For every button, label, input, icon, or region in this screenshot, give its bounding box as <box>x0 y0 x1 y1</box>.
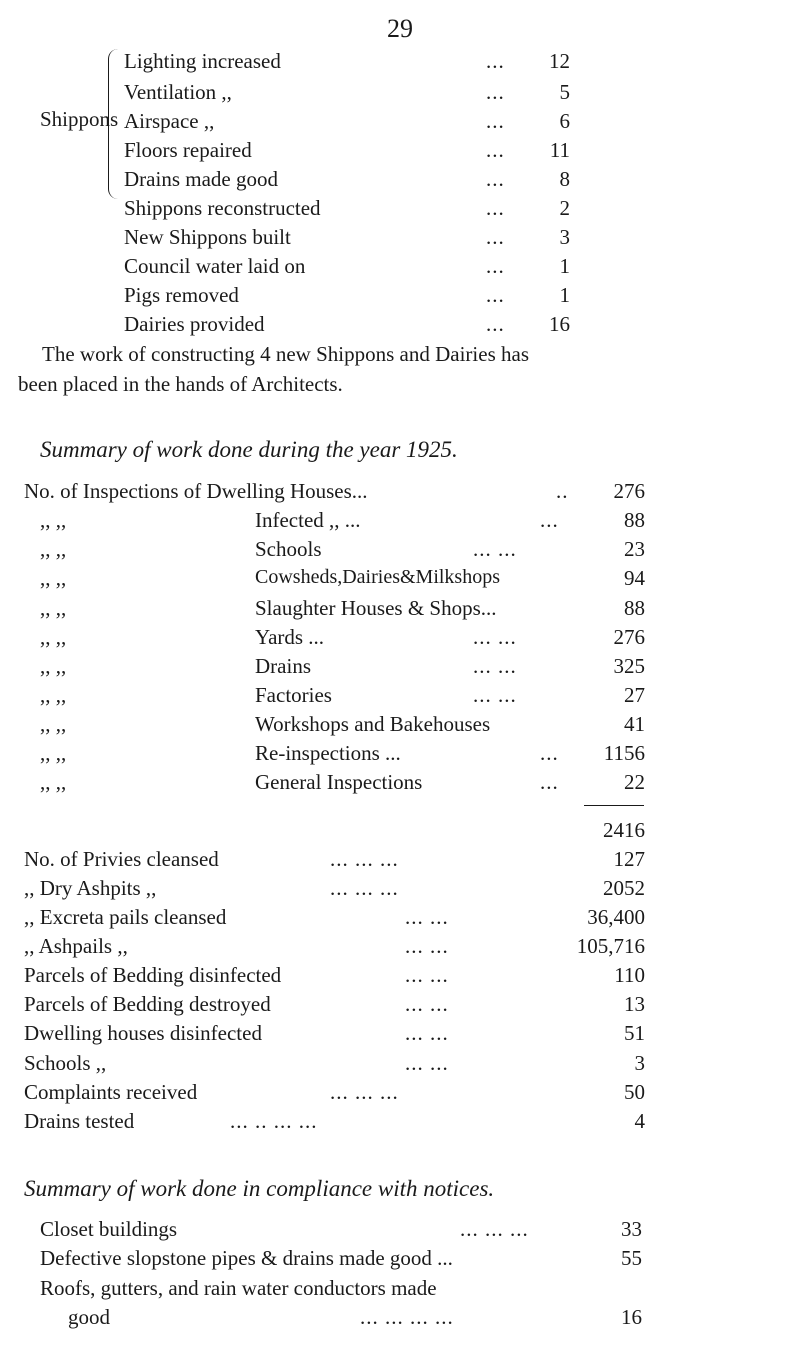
list-item: Ventilation ,, ... 5 <box>124 80 570 104</box>
page-number: 29 <box>387 14 413 43</box>
list-item: Roofs, gutters, and rain water conductors made <box>40 1276 437 1300</box>
list-item: Drains tested ... .. ... ... 4 <box>24 1109 645 1133</box>
list-item: good ... ... ... ... 16 <box>68 1305 642 1329</box>
summary-notices-heading: Summary of work done in compliance with notices. <box>24 1176 495 1201</box>
summary-year-total: 2416 <box>603 818 645 842</box>
list-item: ,, Dry Ashpits ,, ... ... ... 2052 <box>24 876 645 900</box>
list-item: Shippons reconstructed ... 2 <box>124 196 570 220</box>
list-item: Defective slopstone pipes & drains made good ... 55 <box>40 1246 642 1270</box>
table-row: ,, ,, Schools ... ... 23 <box>40 537 645 561</box>
shippons-brace-label: Shippons <box>40 107 119 131</box>
architects-paragraph-line2: been placed in the hands of Architects. <box>18 372 343 396</box>
list-item: New Shippons built ... 3 <box>124 225 570 249</box>
table-row: ,, ,, Re-inspections ... ... 1156 <box>40 741 645 765</box>
list-item: Floors repaired ... 11 <box>124 138 570 162</box>
list-item: Council water laid on ... 1 <box>124 254 570 278</box>
list-item: ,, Excreta pails cleansed ... ... 36,400 <box>24 905 645 929</box>
table-row: ,, ,, Yards ... ... ... 276 <box>40 625 645 649</box>
total-rule <box>584 805 644 806</box>
list-item: ,, Ashpails ,, ... ... 105,716 <box>24 934 645 958</box>
list-item: Parcels of Bedding disinfected ... ... 110 <box>24 963 645 987</box>
list-item: Parcels of Bedding destroyed ... ... 13 <box>24 992 645 1016</box>
list-item: No. of Privies cleansed ... ... ... 127 <box>24 847 645 871</box>
table-row: ,, ,, General Inspections ... 22 <box>40 770 645 794</box>
list-item: Complaints received ... ... ... 50 <box>24 1080 645 1104</box>
list-item: Dwelling houses disinfected ... ... 51 <box>24 1021 645 1045</box>
summary-year-heading: Summary of work done during the year 1925. <box>40 437 458 462</box>
list-item: Dairies provided ... 16 <box>124 312 570 336</box>
table-row: No. of Inspections of Dwelling Houses... .. 276 <box>24 479 645 503</box>
table-row: ,, ,, Drains ... ... 325 <box>40 654 645 678</box>
table-row: ,, ,, Workshops and Bakehouses 41 <box>40 712 645 736</box>
architects-paragraph-line1: The work of constructing 4 new Shippons and Dairies has <box>42 342 529 366</box>
list-item: Airspace ,, ... 6 <box>124 109 570 133</box>
list-item: Closet buildings ... ... ... 33 <box>40 1217 642 1241</box>
table-row: ,, ,, Factories ... ... 27 <box>40 683 645 707</box>
list-item: Drains made good ... 8 <box>124 167 570 191</box>
table-row: ,, ,, Slaughter Houses & Shops... 88 <box>40 596 645 620</box>
list-item: Pigs removed ... 1 <box>124 283 570 307</box>
list-item: Schools ,, ... ... 3 <box>24 1051 645 1075</box>
list-item: Lighting increased ... 12 <box>124 49 570 73</box>
table-row: ,, ,, Infected ,, ... ... 88 <box>40 508 645 532</box>
table-row: ,, ,, Cowsheds,Dairies&Milkshops 94 <box>40 566 645 590</box>
